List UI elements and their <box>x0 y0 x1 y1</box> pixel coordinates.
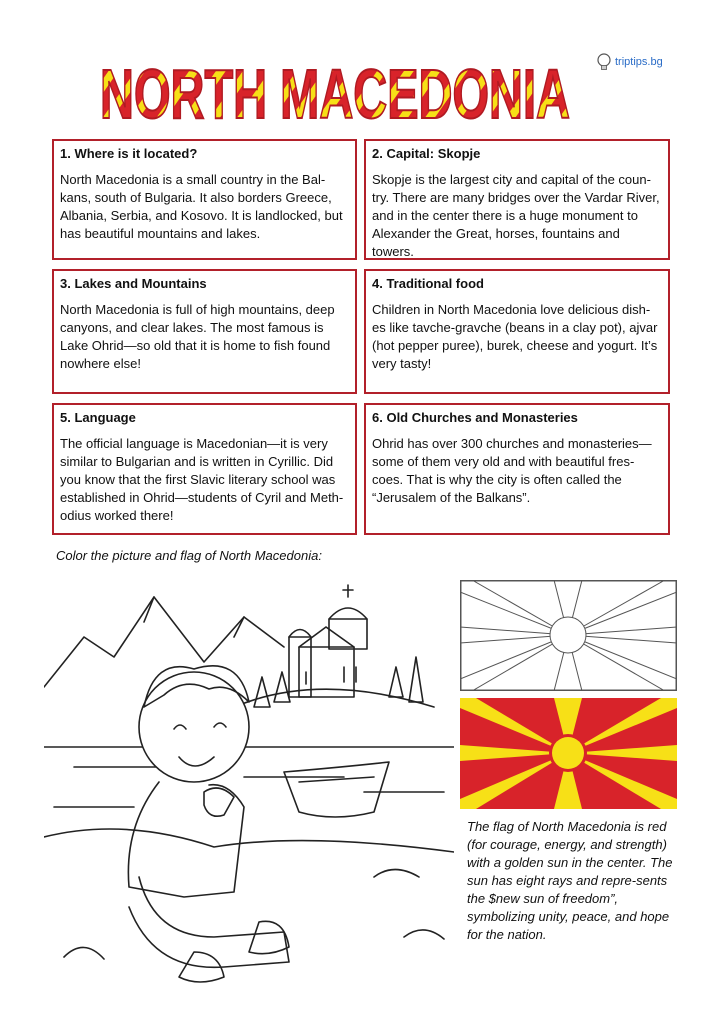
section-heading: 6. Old Churches and Monasteries <box>372 410 578 425</box>
section-location <box>52 139 357 260</box>
coloring-illustration <box>44 577 454 997</box>
section-heading: 2. Capital: Skopje <box>372 146 481 161</box>
boy <box>128 666 289 982</box>
section-text: Skopje is the largest city and capital of the coun-try. There are many bridges over the Vardar River, and in the center there is a huge monument to Alexander the Great, horses, fountains and towers. <box>372 172 660 259</box>
coloring-caption: Color the picture and flag of North Macedonia: <box>56 548 322 563</box>
section-text: North Macedonia is a small country in the Bal-kans, south of Bulgaria. It also borders Greece, Albania, Serbia, and Kosovo. It is landlocked, but has beautiful mountains and lakes. <box>60 172 343 241</box>
boat <box>284 762 389 817</box>
page-title <box>95 52 575 130</box>
section-churches <box>364 403 670 535</box>
brand-logo[interactable] <box>596 53 663 71</box>
flag-coloring-outline <box>460 580 677 691</box>
shore <box>44 829 454 852</box>
section-heading: 1. Where is it located? <box>60 146 198 161</box>
flag-caption: The flag of North Macedonia is red (for courage, energy, and strength) with a golden sun in the center. The sun has eight rays and repre-sents the $new sun of freedom”, symbolizing unity, peace, and hope for the nation. <box>467 819 673 942</box>
church <box>289 585 367 697</box>
section-lakes <box>52 269 357 394</box>
section-text: Children in North Macedonia love delicious dish-es like tavche-gravche (beans in a clay pot), ajvar (hot pepper puree), burek, cheese and yogurt. It’s very tasty! <box>372 302 658 371</box>
section-food <box>364 269 670 394</box>
section-heading: 5. Language <box>60 410 136 425</box>
lightbulb-icon <box>596 53 612 71</box>
section-language <box>52 403 357 535</box>
section-capital <box>364 139 670 260</box>
svg-text:NORTH MACEDONIA: NORTH MACEDONIA <box>100 55 570 130</box>
lake <box>44 747 454 807</box>
section-heading: 3. Lakes and Mountains <box>60 276 207 291</box>
mountains <box>44 597 284 687</box>
section-text: The official language is Macedonian—it is very similar to Bulgarian and is written in Cyrillic. Did you know that the first Slavic literary school was established in Ohrid—students of Cyril and Meth-odius worked there! <box>60 436 344 523</box>
flag-of-north-macedonia <box>460 698 677 809</box>
section-text: Ohrid has over 300 churches and monasteries—some of them very old and with beautiful fres-coes. That is why the city is often called the “Jerusalem of the Balkans”. <box>372 436 652 505</box>
section-text: North Macedonia is full of high mountains, deep canyons, and clear lakes. The most famous is Lake Ohrid—so old that it is home to fish found nowhere else! <box>60 302 335 371</box>
flag-sun <box>552 737 584 769</box>
brand-name[interactable]: triptips.bg <box>615 56 663 68</box>
section-heading: 4. Traditional food <box>372 276 484 291</box>
